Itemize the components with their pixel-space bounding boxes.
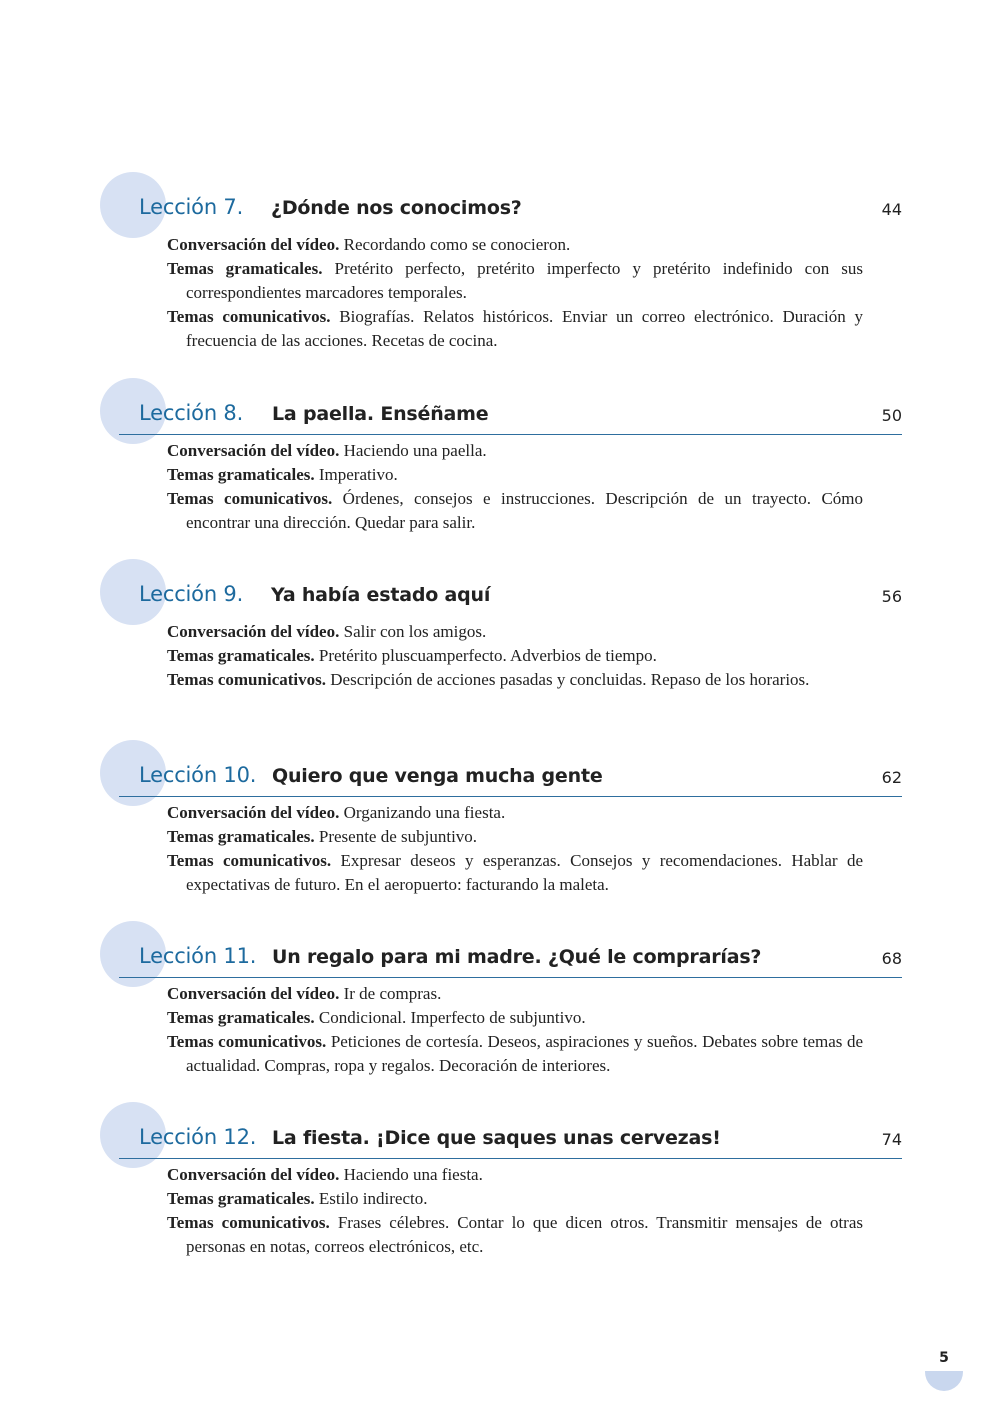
lesson-number: Lección 9. — [139, 582, 244, 606]
grammar-text: Imperativo. — [318, 465, 398, 484]
lesson-number: Lección 12. — [139, 1125, 257, 1149]
video-text: Haciendo una paella. — [343, 441, 487, 460]
video-text: Ir de compras. — [343, 984, 442, 1003]
grammar-text: Condicional. Imperfecto de subjuntivo. — [318, 1008, 586, 1027]
communication-label: Temas comunicativos. — [167, 1213, 330, 1232]
lesson-header[interactable] — [119, 762, 902, 797]
lesson-description — [167, 620, 863, 692]
lesson-title: La fiesta. ¡Dice que saques unas cervezas! — [272, 1127, 721, 1149]
communication-topic — [167, 849, 863, 897]
grammar-label: Temas gramaticales. — [167, 259, 323, 278]
grammar-text: Estilo indirecto. — [318, 1189, 428, 1208]
video-text: Haciendo una fiesta. — [343, 1165, 483, 1184]
communication-text: Peticiones de cortesía. Deseos, aspiraciones y sueños. Debates sobre temas de actualidad. Compras, ropa y regalos. Decoración de interiores. — [186, 1032, 863, 1075]
video-topic — [167, 982, 863, 1006]
grammar-topic — [167, 1006, 863, 1030]
grammar-topic — [167, 644, 863, 668]
lesson-number: Lección 8. — [139, 401, 244, 425]
grammar-topic — [167, 1187, 863, 1211]
lesson-page: 44 — [881, 200, 902, 219]
lesson-description — [167, 1163, 863, 1259]
lesson-title: Quiero que venga mucha gente — [272, 765, 603, 787]
communication-topic — [167, 1211, 863, 1259]
video-label: Conversación del vídeo. — [167, 622, 340, 641]
lesson-header[interactable] — [119, 581, 902, 615]
communication-text: Biografías. Relatos históricos. Enviar un correo electrónico. Duración y frecuencia de las acciones. Recetas de cocina. — [186, 307, 863, 350]
lesson-title: La paella. Enséñame — [272, 403, 489, 425]
lesson-number: Lección 10. — [139, 763, 257, 787]
lesson-number: Lección 11. — [139, 944, 257, 968]
lesson-header[interactable] — [119, 943, 902, 978]
video-label: Conversación del vídeo. — [167, 235, 340, 254]
communication-text: Frases célebres. Contar lo que dicen otros. Transmitir mensajes de otras personas en notas, correos electrónicos, etc. — [186, 1213, 863, 1256]
communication-label: Temas comunicativos. — [167, 307, 331, 326]
grammar-label: Temas gramaticales. — [167, 646, 315, 665]
grammar-label: Temas gramaticales. — [167, 1189, 315, 1208]
grammar-text: Pretérito pluscuamperfecto. Adverbios de tiempo. — [318, 646, 657, 665]
video-label: Conversación del vídeo. — [167, 1165, 340, 1184]
lesson-title: ¿Dónde nos conocimos? — [271, 197, 522, 219]
communication-topic — [167, 487, 863, 535]
page-number: 5 — [939, 1350, 949, 1366]
lesson-page: 68 — [881, 949, 902, 968]
communication-text: Descripción de acciones pasadas y concluidas. Repaso de los horarios. — [330, 670, 810, 689]
grammar-text: Pretérito perfecto, pretérito imperfecto y pretérito indefinido con sus correspondientes marcadores temporales. — [186, 259, 864, 302]
video-topic — [167, 233, 863, 257]
lesson-description — [167, 801, 863, 897]
lesson-page: 56 — [881, 587, 902, 606]
communication-text: Órdenes, consejos e instrucciones. Descripción de un trayecto. Cómo encontrar una dirección. Quedar para salir. — [186, 489, 864, 532]
lesson-description — [167, 233, 863, 353]
communication-topic — [167, 305, 863, 353]
lesson-description — [167, 439, 863, 535]
lesson-page: 50 — [881, 406, 902, 425]
lesson-header[interactable] — [119, 194, 902, 228]
page-number-tab — [925, 1341, 963, 1389]
grammar-label: Temas gramaticales. — [167, 827, 315, 846]
communication-label: Temas comunicativos. — [167, 489, 333, 508]
lesson-number: Lección 7. — [139, 195, 244, 219]
lesson-header[interactable] — [119, 400, 902, 435]
lesson-description — [167, 982, 863, 1078]
grammar-label: Temas gramaticales. — [167, 1008, 315, 1027]
video-topic — [167, 439, 863, 463]
grammar-topic — [167, 463, 863, 487]
video-label: Conversación del vídeo. — [167, 803, 340, 822]
video-text: Organizando una fiesta. — [343, 803, 506, 822]
communication-topic — [167, 1030, 863, 1078]
video-text: Recordando como se conocieron. — [343, 235, 571, 254]
grammar-topic — [167, 825, 863, 849]
communication-label: Temas comunicativos. — [167, 670, 326, 689]
grammar-text: Presente de subjuntivo. — [318, 827, 478, 846]
grammar-label: Temas gramaticales. — [167, 465, 315, 484]
grammar-topic — [167, 257, 863, 305]
video-topic — [167, 620, 863, 644]
lesson-title: Ya había estado aquí — [271, 584, 491, 606]
video-topic — [167, 1163, 863, 1187]
communication-text: Expresar deseos y esperanzas. Consejos y recomendaciones. Hablar de expectativas de futuro. En el aeropuerto: facturando la maleta. — [186, 851, 863, 894]
lesson-page: 62 — [881, 768, 902, 787]
video-label: Conversación del vídeo. — [167, 984, 340, 1003]
communication-label: Temas comunicativos. — [167, 851, 332, 870]
video-label: Conversación del vídeo. — [167, 441, 340, 460]
communication-label: Temas comunicativos. — [167, 1032, 327, 1051]
video-text: Salir con los amigos. — [343, 622, 487, 641]
lesson-title: Un regalo para mi madre. ¿Qué le comprarías? — [272, 946, 762, 968]
video-topic — [167, 801, 863, 825]
lesson-header[interactable] — [119, 1124, 902, 1159]
lesson-page: 74 — [881, 1130, 902, 1149]
communication-topic — [167, 668, 863, 692]
